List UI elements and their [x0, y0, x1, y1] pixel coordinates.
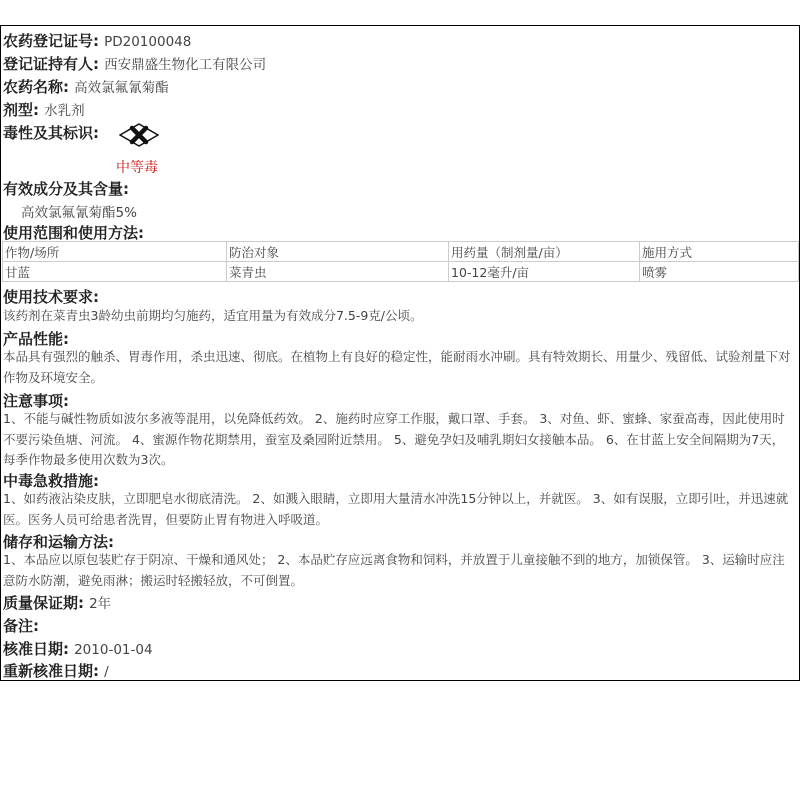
table-row: [3, 262, 799, 282]
usage-heading-row: [3, 222, 144, 243]
toxicity-level: 中等毒: [116, 160, 158, 176]
warranty-row: [3, 592, 111, 613]
technique-heading-row: [3, 286, 99, 307]
toxicity-row: [3, 122, 99, 143]
holder-label: 登记证持有人:: [3, 55, 99, 73]
cautions-label: 注意事项:: [3, 392, 69, 410]
performance-text: 本品具有强烈的触杀、胃毒作用，杀虫迅速、彻底。在植物上有良好的稳定性，能耐雨水冲刷。具有特效期长、用量少、残留低、试验剂量下对作物及环境安全。: [3, 349, 791, 385]
cell-dosage: 10-12毫升/亩: [449, 262, 640, 282]
reapproval-date-value: /: [104, 664, 109, 680]
name-value: 高效氯氟氰菊酯: [74, 80, 169, 96]
toxicity-diamond-cross-icon: [119, 123, 159, 147]
name-row: [3, 76, 169, 97]
storage-label: 储存和运输方法:: [3, 533, 114, 551]
reg-no-row: [3, 30, 191, 51]
reapproval-date-label: 重新核准日期:: [3, 662, 99, 680]
storage-text: 1、本品应以原包装贮存于阴凉、干燥和通风处； 2、本品贮存应远离食物和饲料，并放置于儿童接触不到的地方，加锁保管。 3、运输时应注意防水防潮，避免雨淋；搬运时轻搬轻放，不可倒置。: [3, 552, 785, 588]
formulation-value: 水乳剂: [44, 103, 85, 119]
first-aid-text: 1、如药液沾染皮肤，立即肥皂水彻底清洗。 2、如溅入眼睛，立即用大量清水冲洗15分钟以上，并就医。 3、如有误服，立即引吐，并迅速就医。医务人员可给患者洗胃，但要防止胃有物进入呼吸道。: [3, 491, 789, 527]
name-label: 农药名称:: [3, 78, 69, 96]
header-method: 施用方式: [640, 242, 799, 262]
usage-label: 使用范围和使用方法:: [3, 224, 144, 242]
remarks-row: [3, 615, 39, 636]
warranty-label: 质量保证期:: [3, 594, 84, 612]
header-target: 防治对象: [227, 242, 449, 262]
first-aid-label: 中毒急救措施:: [3, 472, 99, 490]
cautions-text: 1、不能与碱性物质如波尔多液等混用，以免降低药效。 2、施药时应穿工作服，戴口罩、手套。 3、对鱼、虾、蜜蜂、家蚕高毒，因此使用时不要污染鱼塘、河流。 4、蜜源作物花期禁用，蚕室及桑园附近禁用。 5、避免孕妇及哺乳期妇女接触本品。 6、在甘蓝上安全间隔期为7天，每季作物最多使用次数为3次。: [3, 411, 785, 467]
ingredient-row: [3, 178, 129, 199]
first-aid-heading-row: [3, 470, 99, 491]
performance-heading-row: [3, 328, 69, 349]
reg-no-label: 农药登记证号:: [3, 32, 99, 50]
header-dosage: 用药量（制剂量/亩）: [449, 242, 640, 262]
cell-target: 菜青虫: [227, 262, 449, 282]
approval-date-label: 核准日期:: [3, 640, 69, 658]
holder-row: [3, 53, 266, 74]
reapproval-date-row: [3, 660, 109, 681]
storage-heading-row: [3, 531, 114, 552]
formulation-row: [3, 99, 85, 120]
usage-table: [2, 241, 799, 282]
approval-date-row: [3, 638, 153, 659]
registration-sheet: [0, 25, 800, 681]
holder-value: 西安鼎盛生物化工有限公司: [104, 57, 267, 73]
remarks-label: 备注:: [3, 617, 39, 635]
warranty-value: 2年: [89, 596, 112, 612]
cell-crop: 甘蓝: [3, 262, 227, 282]
header-crop: 作物/场所: [3, 242, 227, 262]
technique-label: 使用技术要求:: [3, 288, 99, 306]
ingredient-label: 有效成分及其含量:: [3, 180, 129, 198]
table-header-row: [3, 242, 799, 262]
toxicity-label: 毒性及其标识:: [3, 124, 99, 142]
cautions-heading-row: [3, 390, 69, 411]
cell-method: 喷雾: [640, 262, 799, 282]
performance-label: 产品性能:: [3, 330, 69, 348]
approval-date-value: 2010-01-04: [74, 642, 153, 658]
ingredient-value: 高效氯氟氰菊酯5%: [21, 205, 137, 221]
reg-no-value: PD20100048: [104, 34, 192, 50]
formulation-label: 剂型:: [3, 101, 39, 119]
technique-text: 该药剂在菜青虫3龄幼虫前期均匀施药，适宜用量为有效成分7.5-9克/公顷。: [3, 308, 423, 323]
